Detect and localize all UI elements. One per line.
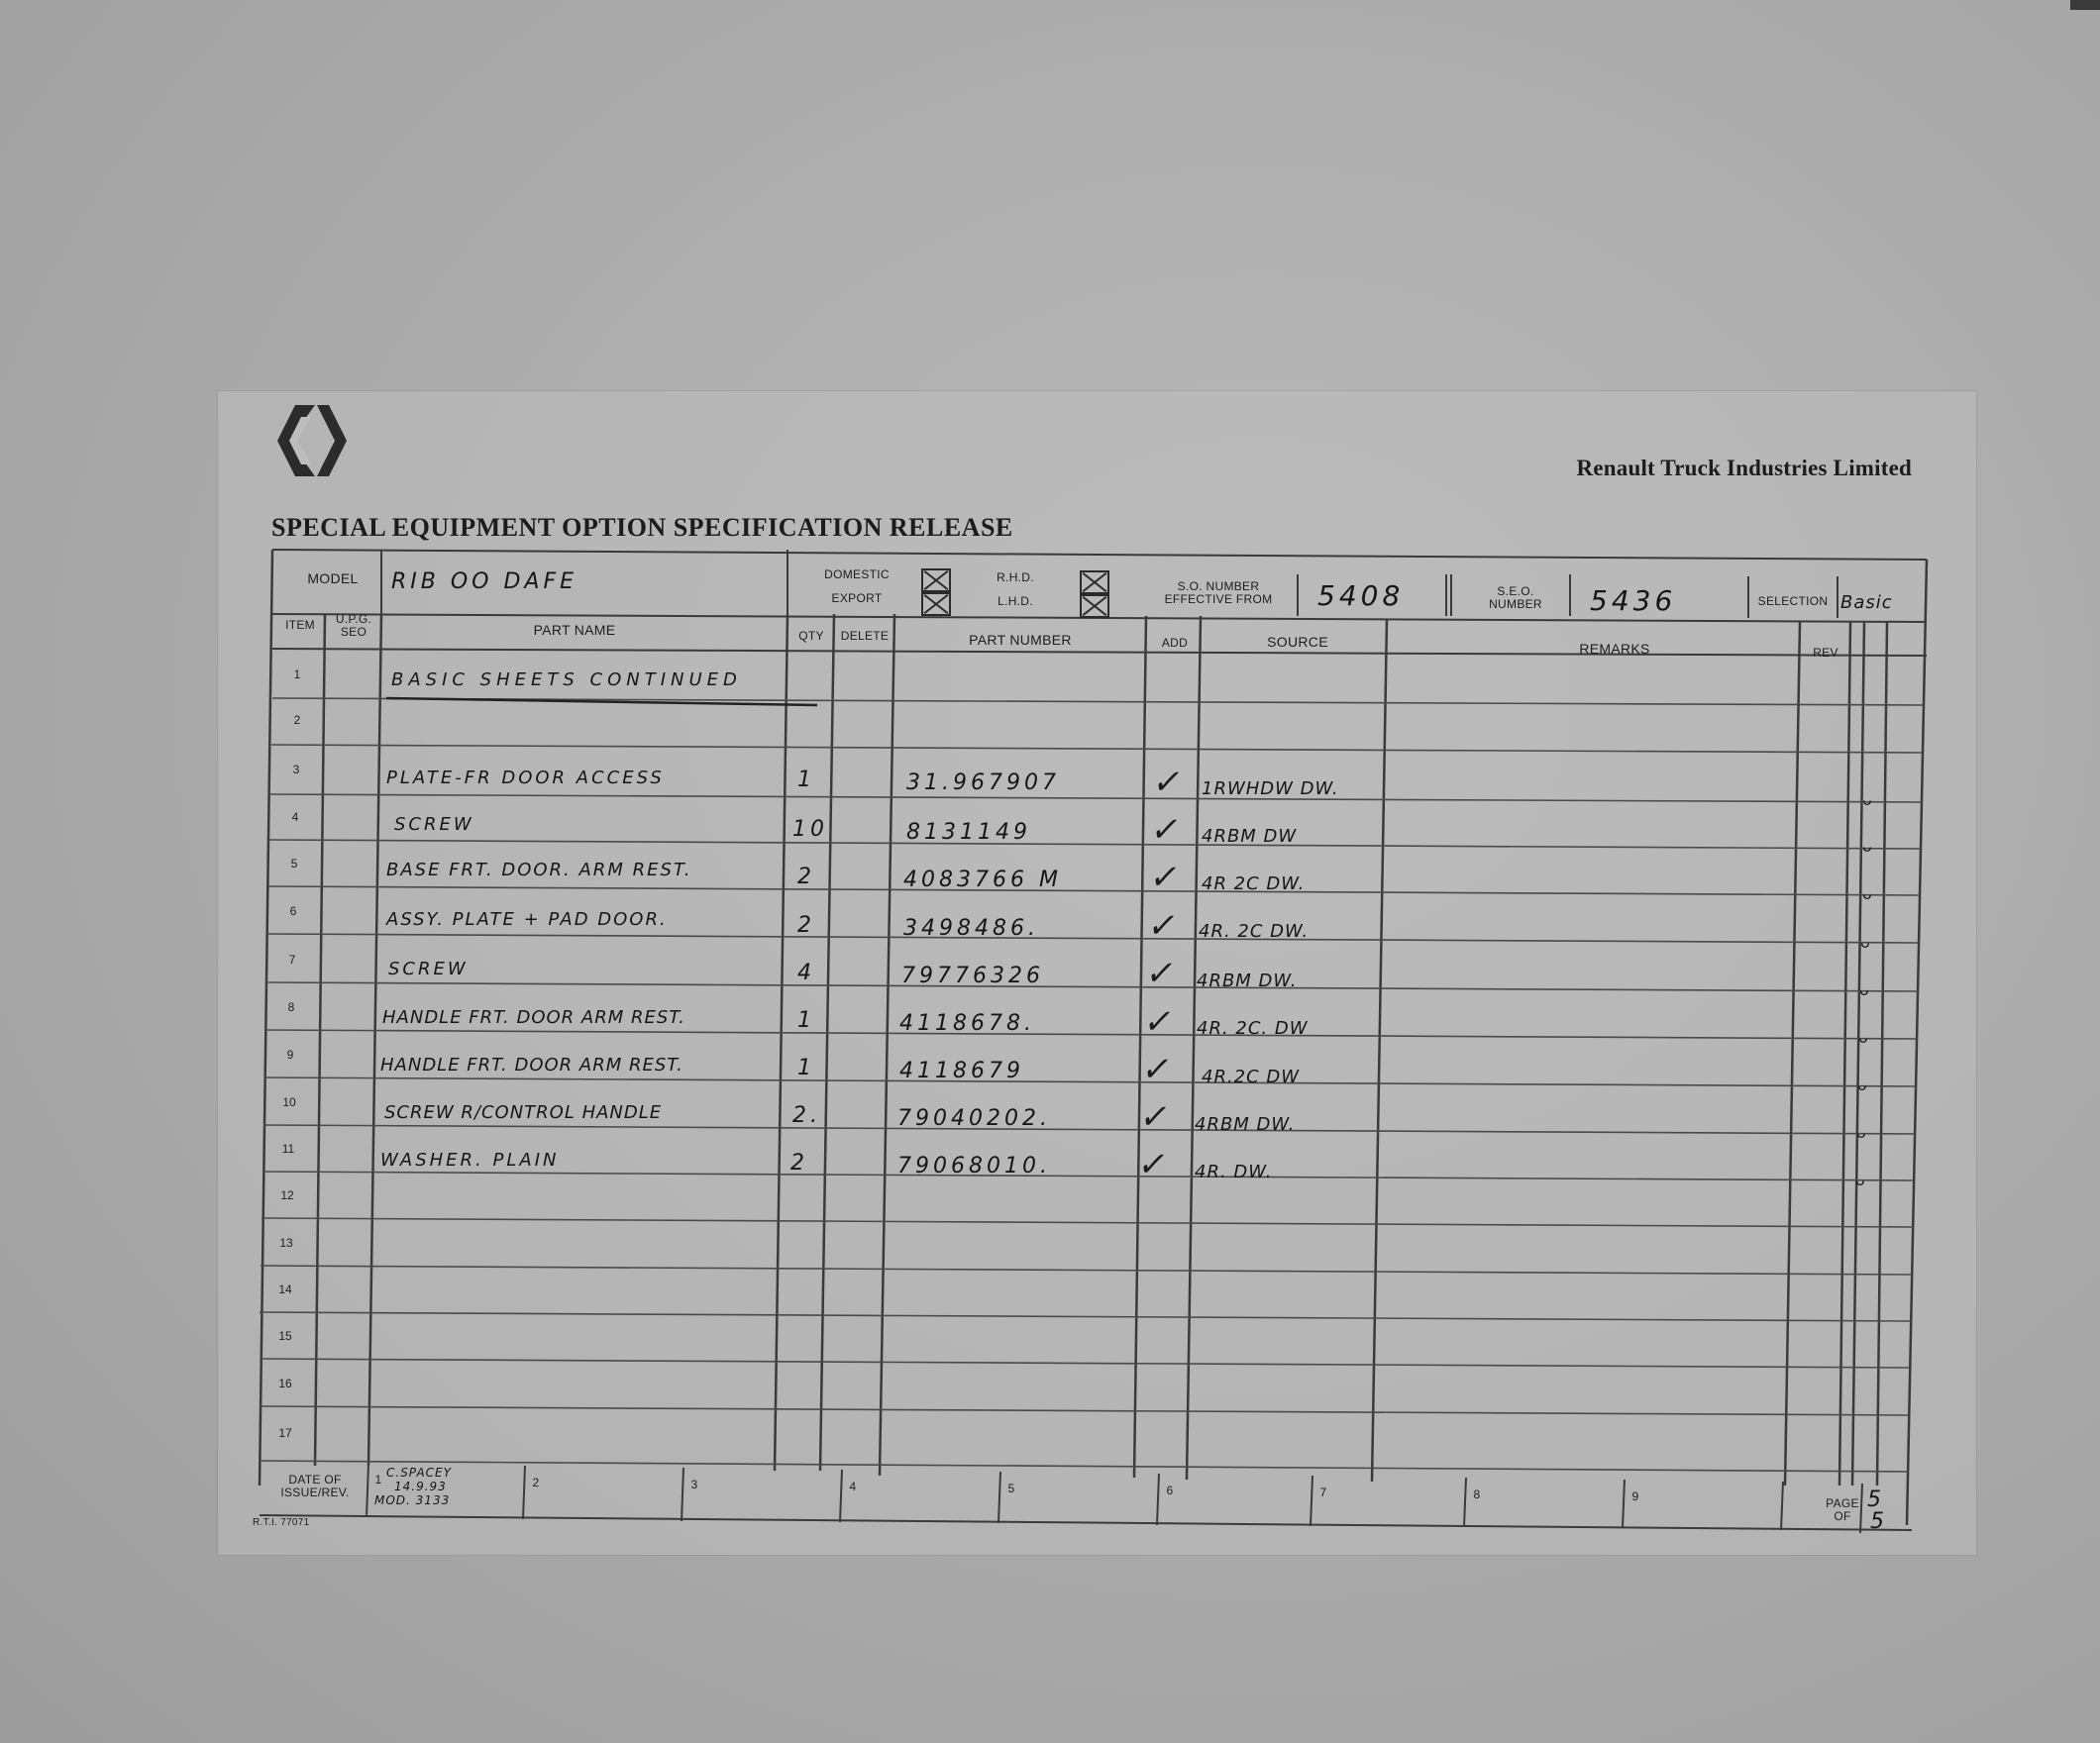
rev-mark-icon: ᴗ [1859, 980, 1869, 999]
col-upg-2: SEO [340, 625, 368, 639]
part-name: SCREW R/CONTROL HANDLE [384, 1102, 663, 1123]
rev-mark-icon: ᴗ [1862, 884, 1872, 903]
of-label: OF [1834, 1509, 1851, 1523]
source: 4R. 2C. DW [1197, 1018, 1309, 1039]
add-checkmark-icon: ✓ [1142, 954, 1180, 993]
row-number: 3 [292, 763, 300, 776]
part-name: SCREW [394, 814, 474, 835]
col-item: ITEM [285, 618, 315, 632]
source: 4R.2C DW [1202, 1067, 1301, 1087]
row-number: 4 [291, 810, 299, 824]
lhd-checkbox[interactable] [1080, 594, 1109, 618]
part-name: ASSY. PLATE + PAD DOOR. [386, 909, 668, 930]
add-checkmark-icon: ✓ [1147, 810, 1185, 850]
date-of-issue-label-1: DATE OF [288, 1473, 342, 1487]
issue-slot: 4 [849, 1480, 857, 1493]
issue-slot: 7 [1319, 1486, 1327, 1499]
model-value: RIB OO DAFE [391, 569, 578, 594]
issue-slot: 2 [532, 1476, 540, 1489]
rhd-label: R.H.D. [997, 570, 1034, 584]
row-number: 2 [293, 713, 301, 727]
page-value: 5 [1867, 1487, 1881, 1512]
lhd-label: L.H.D. [998, 594, 1033, 608]
issue-1-line1: C.SPACEY [386, 1466, 452, 1480]
qty: 2. [792, 1103, 821, 1128]
col-part-number: PART NUMBER [969, 632, 1072, 648]
issue-slot: 6 [1166, 1484, 1174, 1497]
row-number: 7 [288, 953, 296, 967]
part-number: 79776326 [901, 964, 1044, 988]
qty: 1 [797, 768, 815, 792]
row-number: 8 [287, 1000, 295, 1014]
rev-mark-icon: ᴗ [1862, 837, 1872, 856]
part-name: PLATE-FR DOOR ACCESS [386, 768, 665, 788]
row-number: 15 [278, 1329, 292, 1343]
part-name: BASE FRT. DOOR. ARM REST. [386, 860, 692, 880]
add-checkmark-icon: ✓ [1134, 1145, 1172, 1184]
row-number: 11 [281, 1142, 295, 1156]
selection-label: SELECTION [1757, 594, 1829, 608]
effective-from-label: EFFECTIVE FROM [1164, 592, 1273, 606]
part-number: 79068010. [897, 1154, 1051, 1179]
qty: 2 [797, 913, 815, 938]
page-label: PAGE [1826, 1496, 1859, 1510]
part-number: 4118678. [899, 1011, 1035, 1036]
issue-1-line3: MOD. 3133 [374, 1493, 451, 1507]
row-number: 12 [280, 1188, 294, 1202]
part-number: 79040202. [897, 1106, 1051, 1131]
row-number: 10 [282, 1095, 296, 1109]
rhd-checkbox[interactable] [1080, 570, 1109, 594]
row-number: 14 [278, 1282, 292, 1296]
source: 4R 2C DW. [1202, 873, 1306, 894]
rev-mark-icon: ᴗ [1858, 1028, 1868, 1047]
source: 4RBM DW [1202, 826, 1298, 847]
part-name: HANDLE FRT. DOOR ARM REST. [380, 1055, 683, 1076]
col-add: ADD [1161, 636, 1189, 650]
add-checkmark-icon: ✓ [1136, 1097, 1174, 1137]
row-number: 1 [293, 667, 301, 681]
add-checkmark-icon: ✓ [1144, 906, 1182, 946]
source: 1RWHDW DW. [1202, 778, 1339, 799]
qty: 4 [797, 961, 815, 985]
qty: 2 [797, 865, 815, 889]
col-qty: QTY [798, 629, 824, 643]
issue-slot: 5 [1007, 1482, 1015, 1495]
add-checkmark-icon: ✓ [1146, 858, 1184, 897]
seo-number-value: 5436 [1590, 584, 1677, 617]
so-number-label: S.O. NUMBER [1177, 579, 1260, 593]
seo-number-label-1: S.E.O. [1497, 584, 1534, 598]
source: 4RBM DW. [1195, 1114, 1296, 1135]
col-remarks: REMARKS [1579, 641, 1650, 657]
rev-mark-icon: ᴗ [1860, 933, 1870, 952]
source: 4R. DW. [1195, 1162, 1273, 1182]
col-delete: DELETE [840, 629, 890, 643]
issue-1-line2: 14.9.93 [394, 1480, 447, 1493]
so-number-value: 5408 [1317, 579, 1405, 612]
col-source: SOURCE [1267, 634, 1328, 650]
row-number: 9 [286, 1048, 294, 1062]
rev-mark-icon: ᴗ [1857, 1076, 1867, 1094]
section-heading: BASIC SHEETS CONTINUED [391, 669, 742, 690]
part-number: 4118679 [899, 1059, 1024, 1083]
form-title: SPECIAL EQUIPMENT OPTION SPECIFICATION RELEASE [271, 513, 1013, 542]
issue-slot: 3 [690, 1478, 698, 1491]
issue-slot: 9 [1631, 1489, 1639, 1503]
part-number: 4083766 M [903, 868, 1062, 892]
add-checkmark-icon: ✓ [1140, 1002, 1178, 1042]
date-of-issue-label-2: ISSUE/REV. [280, 1486, 350, 1499]
row-number: 5 [290, 857, 298, 871]
company-name: Renault Truck Industries Limited [1576, 456, 1912, 480]
qty: 10 [792, 817, 828, 842]
selection-value: Basic [1840, 592, 1893, 613]
part-name: HANDLE FRT. DOOR ARM REST. [382, 1007, 685, 1028]
rev-mark-icon: ᴗ [1855, 1171, 1865, 1189]
row-number: 6 [289, 904, 297, 918]
col-upg-1: U.P.G. [335, 612, 372, 626]
part-number: 31.967907 [906, 770, 1060, 795]
domestic-checkbox[interactable] [921, 568, 951, 592]
page-total: 5 [1870, 1509, 1884, 1534]
rev-mark-icon: ᴗ [1856, 1123, 1866, 1142]
row-number: 13 [279, 1236, 293, 1250]
row-number: 16 [278, 1377, 292, 1390]
part-number: 8131149 [906, 820, 1031, 845]
col-part-name: PART NAME [533, 622, 616, 638]
part-name: WASHER. PLAIN [380, 1150, 560, 1171]
rev-mark-icon: ᴗ [1862, 790, 1872, 809]
qty: 1 [797, 1056, 815, 1080]
issue-slot: 1 [374, 1473, 382, 1487]
col-rev: REV [1813, 646, 1838, 660]
export-checkbox[interactable] [921, 592, 951, 616]
export-label: EXPORT [831, 591, 883, 605]
seo-number-label-2: NUMBER [1489, 597, 1542, 611]
add-checkmark-icon: ✓ [1138, 1050, 1176, 1089]
issue-slot: 8 [1473, 1487, 1481, 1501]
source: 4R. 2C DW. [1199, 921, 1310, 942]
source: 4RBM DW. [1197, 971, 1298, 991]
qty: 1 [797, 1008, 815, 1033]
qty: 2 [790, 1151, 808, 1176]
row-number: 17 [278, 1426, 292, 1440]
add-checkmark-icon: ✓ [1149, 763, 1187, 802]
model-label: MODEL [307, 570, 359, 586]
form-code: R.T.I. 77071 [253, 1517, 310, 1528]
part-name: SCREW [388, 959, 469, 979]
part-number: 3498486. [903, 916, 1039, 941]
domestic-label: DOMESTIC [824, 567, 890, 581]
